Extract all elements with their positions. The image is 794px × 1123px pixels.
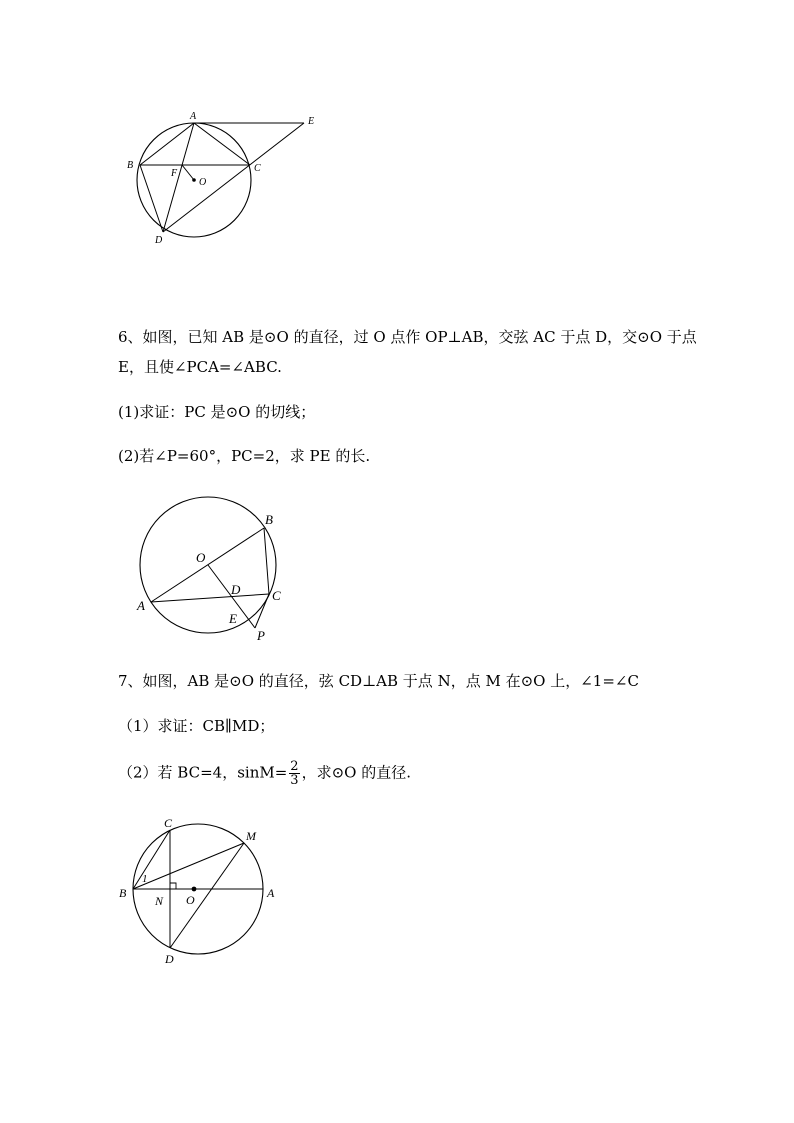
label-d: D (155, 235, 163, 246)
segment-fo (182, 165, 194, 180)
segment-ad (163, 123, 194, 232)
fraction-denominator: 3 (290, 773, 299, 788)
center-point (192, 178, 196, 182)
figure-q6-svg (125, 505, 290, 645)
label-p: P (257, 628, 265, 643)
q6-line1: 6、如图，已知 AB 是⊙O 的直径，过 O 点作 OP⊥AB，交弦 AC 于点 D，交⊙O 于点 (118, 328, 697, 346)
figure-q5-svg (120, 105, 330, 250)
label-a: A (190, 111, 197, 122)
chord-ac (151, 594, 269, 602)
label-e: E (229, 611, 237, 626)
q7-part2-after: ，求⊙O 的直径. (301, 763, 411, 782)
label-c: C (164, 816, 173, 830)
label-angle-1: 1 (142, 873, 148, 885)
label-f: F (171, 168, 178, 179)
label-a: A (137, 598, 145, 613)
label-m: M (246, 829, 256, 843)
fraction-two-thirds (289, 760, 299, 787)
right-angle-mark (170, 883, 176, 889)
label-c: C (272, 588, 281, 603)
q7-part1: （1）求证：CB∥MD； (118, 717, 275, 735)
label-d: D (231, 582, 241, 597)
label-o: O (196, 550, 206, 565)
figure-q7 (115, 815, 285, 970)
figure-q6 (125, 505, 290, 645)
q7-part2-before: （2）若 BC=4，sinM= (118, 763, 288, 782)
q6-line2: E，且使∠PCA=∠ABC. (118, 358, 282, 376)
label-o: O (186, 893, 195, 907)
segment-ac (194, 123, 250, 165)
segment-bd (140, 165, 163, 232)
q6-part1: (1)求证：PC 是⊙O 的切线； (118, 403, 316, 421)
q6-part2: (2)若∠P=60°，PC=2，求 PE 的长. (118, 447, 371, 465)
label-a: A (267, 886, 275, 900)
segment-bc (133, 830, 170, 889)
label-d: D (165, 952, 174, 966)
label-b: B (127, 160, 134, 171)
label-b: B (119, 886, 127, 900)
fraction-numerator: 2 (290, 759, 299, 774)
q7-part2 (118, 760, 411, 787)
label-o: O (199, 177, 207, 188)
figure-q7-svg (115, 815, 285, 970)
q7-line1: 7、如图，AB 是⊙O 的直径，弦 CD⊥AB 于点 N，点 M 在⊙O 上，∠1=∠C (118, 672, 639, 690)
center-point (192, 887, 197, 892)
figure-q5 (120, 105, 330, 250)
label-e: E (308, 116, 315, 127)
diameter-ab (151, 528, 264, 602)
label-b: B (265, 512, 273, 527)
segment-bc (264, 528, 269, 594)
label-n: N (155, 894, 164, 908)
label-c: C (254, 163, 261, 174)
segment-cp (255, 594, 269, 628)
